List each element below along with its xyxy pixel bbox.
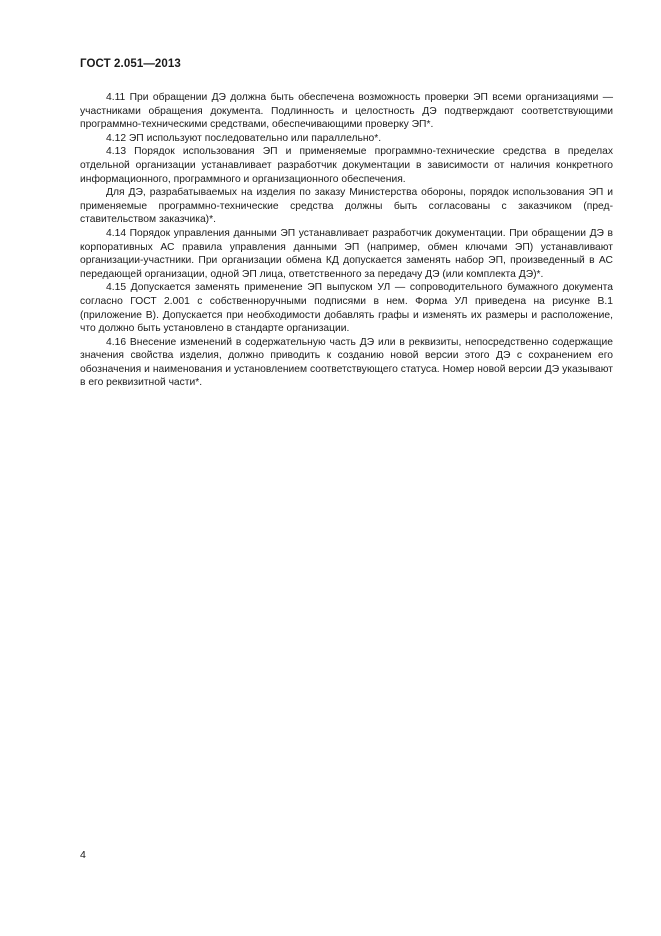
paragraph-4-12: 4.12 ЭП используют последовательно или параллельно*. xyxy=(106,132,382,144)
document-header: ГОСТ 2.051—2013 xyxy=(80,58,181,70)
document-body xyxy=(80,91,613,390)
paragraph-4-11: 4.11 При обращении ДЭ должна быть обеспечена возможность проверки ЭП всеми организациями — участниками обращения документа. Подлинность и целостность ДЭ подтверждают соответствующими программно-техническими средствами, обеспечивающими проверку ЭП*. xyxy=(80,92,613,131)
paragraph-4-15: 4.15 Допускается заменять применение ЭП выпуском УЛ — сопроводительного бумажного документа согласно ГОСТ 2.001 с собственноручными подписями в нем. Форма УЛ приведена на рисунке В.1 (приложение В). Допускается при необходимости добавлять графы и изменять их размеры и расположение, что должно быть установлено в стандарте организации. xyxy=(80,282,613,335)
paragraph-4-16: 4.16 Внесение изменений в содержательную часть ДЭ или в реквизиты, непосредственно содержащие значения свойства изделия, должно приводить к созданию новой версии этого ДЭ с сохранением его обозначения и наименования и установлением соответствующего статуса. Номер новой версии ДЭ указывают в его реквизитной части*. xyxy=(80,336,613,389)
paragraph-4-13-continued: Для ДЭ, разрабатываемых на изделия по заказу Министерства обороны, порядок использования ЭП и применяемые программно-технические средства должны быть согласованы с заказчиком (представительством заказчика)*. xyxy=(80,187,613,226)
page-number: 4 xyxy=(80,849,86,861)
paragraph-4-13: 4.13 Порядок использования ЭП и применяемые программно-технические средства в пределах отдельной организации устанавливает разработчик документации в зависимости от наличия конкретного информационного, программного и организационного обеспечения. xyxy=(80,146,613,185)
paragraph-4-14: 4.14 Порядок управления данными ЭП устанавливает разработчик документации. При обращении ДЭ в корпоративных АС правила управления данными ЭП (например, обмен ключами ЭП) устанавливают организации-участники. При организации обмена КД допускается заменять набор ЭП, произведенный в АС передающей организации, одной ЭП лица, ответственного за передачу ДЭ (или комплекта ДЭ)*. xyxy=(80,227,613,280)
